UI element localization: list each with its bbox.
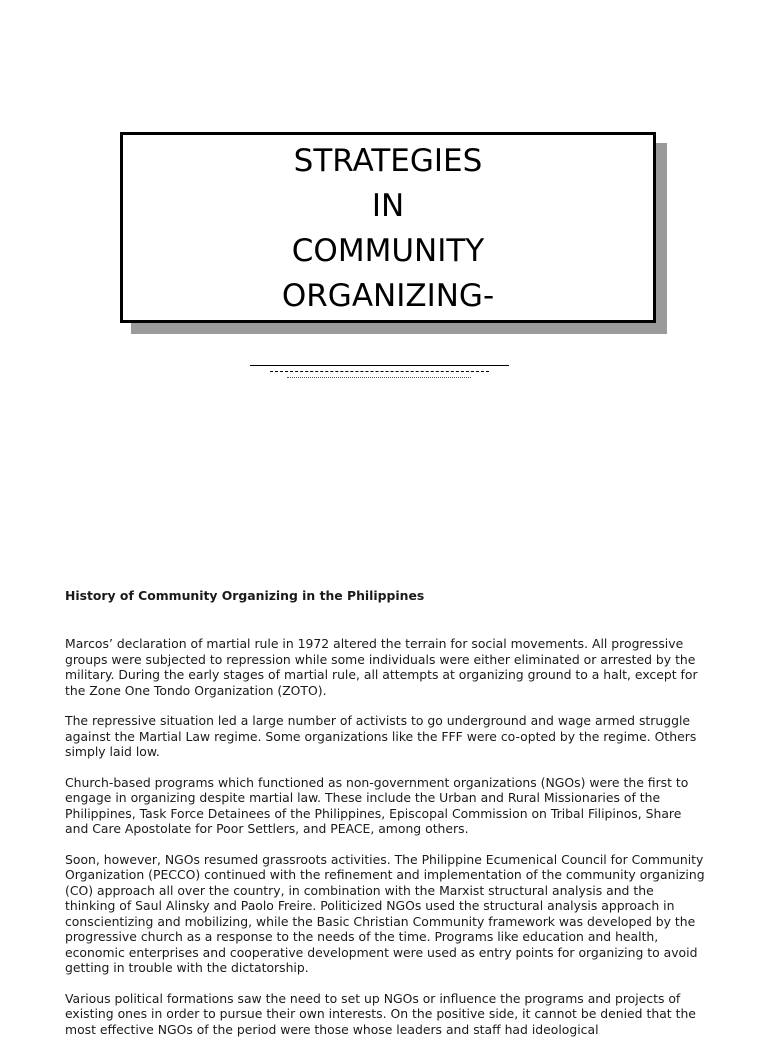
section-heading: History of Community Organizing in the Philippines <box>65 588 425 603</box>
paragraph: Soon, however, NGOs resumed grassroots activities. The Philippine Ecumenical Council for Community Organization (PECCO) continued with the refinement and implementation of the community organizing (CO) approach all over the country, in combination with the Marxist structural analysis and the thinking of Saul Alinsky and Paolo Freire. Politicized NGOs used the structural analysis approach in conscientizing and mobilizing, while the Basic Christian Community framework was developed by the progressive church as a response to the needs of the time. Programs like education and health, economic enterprises and cooperative development were used as entry points for organizing to avoid getting in trouble with the dictatorship. <box>65 851 705 975</box>
paragraph: Church-based programs which functioned as non-government organizations (NGOs) were the first to engage in organizing despite martial law. These include the Urban and Rural Missionaries of the Philippines, Task Force Detainees of the Philippines, Episcopal Commission on Tribal Filipinos, Share and Care Apostolate for Poor Settlers, and PEACE, among others. <box>65 774 689 836</box>
paragraph: Various political formations saw the need to set up NGOs or influence the programs and projects of existing ones in order to pursue their own interests. On the positive side, it cannot be denied that the most effective NGOs of the period were those whose leaders and staff had ideological <box>65 990 696 1037</box>
title-box <box>120 132 656 323</box>
title-line: STRATEGIES <box>293 143 483 179</box>
title-line: COMMUNITY <box>291 233 485 269</box>
divider-rule-dashed <box>270 371 489 372</box>
paragraph: The repressive situation led a large number of activists to go underground and wage armed struggle against the Martial Law regime. Some organizations like the FFF were co-opted by the regime. Others simply laid low. <box>65 713 697 759</box>
title-line: ORGANIZING- <box>281 278 495 314</box>
paragraph: Marcos’ declaration of martial rule in 1972 altered the terrain for social movements. All progressive groups were subjected to repression while some individuals were either eliminated or arrested by the military. During the early stages of martial rule, all attempts at organizing ground to a halt, except for the Zone One Tondo Organization (ZOTO). <box>65 636 698 698</box>
divider-rule-dotted <box>287 377 471 378</box>
document-title <box>123 139 653 319</box>
divider-rule <box>250 365 509 366</box>
document-body <box>65 588 705 1052</box>
title-line: IN <box>371 188 405 224</box>
